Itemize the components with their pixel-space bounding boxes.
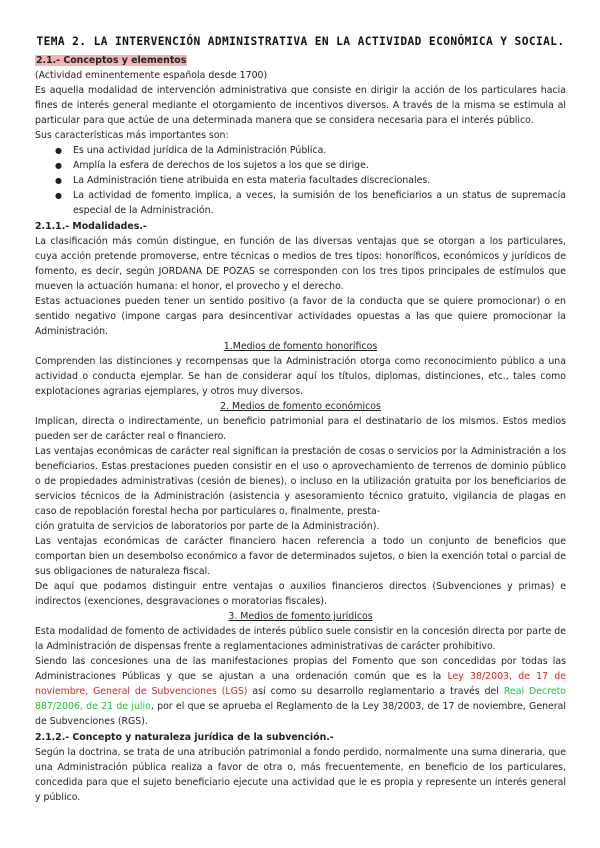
subvencion-paragraph: Según la doctrina, se trata de una atribución patrimonial a fondo perdido, normalmente una suma dineraria, que una Administración pública realiza a favor de otra o, más frecuentemente, en beneficio de los particulares, concedida para que el sujeto beneficiario ejecute una actividad que le es propia y represente un interés general y público. [35, 747, 566, 803]
juridicos-paragraph-2 [35, 654, 566, 729]
juridicos-text-a: Siendo las concesiones una de las manifestaciones propias del Fomento que son concedidas por todas las Administraciones Públicas y que se ajustan a una ordenación común que es la [35, 656, 566, 682]
modalidades-paragraph: La clasificación más común distingue, en función de las diversas ventajas que se otorgan a los particulares, cuya acción pretende promoverse, entre técnicas o medios de tres tipos: honoríficos, económicos y jurídicos de fomento, es decir, según JORDANA DE POZAS se corresponden con los tres tipos principales de estímulos que mueven la actuación humana: el honor, el provecho y el derecho. [35, 236, 566, 292]
juridicos-text-b: así como su desarrollo reglamentario a través del [247, 686, 504, 697]
economicos-paragraph-4: De aquí que podamos distinguir entre ventajas o auxilios financieros directos (Subvenciones y primas) e indirectos (exenciones, desgravaciones o moratorias fiscales). [35, 581, 566, 607]
characteristics-intro: Sus características más importantes son: [35, 130, 229, 141]
law-reference-lgs: Ley 38/2003, de 17 de noviembre, General de Subvenciones (LGS) [35, 671, 566, 697]
section-heading-2-1-2: 2.1.2.- Concepto y naturaleza jurídica de la subvención.- [35, 732, 334, 743]
characteristics-list [35, 143, 566, 218]
list-item: ● Amplía la esfera de derechos de los sujetos a los que se dirige. [73, 158, 566, 173]
economicos-paragraph-3: Las ventajas económicas de carácter financiero hacen referencia a todo un conjunto de beneficios que comportan bien un desembolso económico a favor de determinados sujetos, o bien la exención total o parcial de sus obligaciones de naturaleza fiscal. [35, 536, 566, 577]
list-item: ● La actividad de fomento implica, a veces, la sumisión de los beneficiarios a un status de supremacía especial de la Administración. [73, 188, 566, 218]
honorificos-paragraph: Comprenden las distinciones y recompensas que la Administración otorga como reconocimiento público a una actividad o conducta ejemplar. Se han de considerar aquí los títulos, diplomas, distinciones, etc., tales como explotaciones agrarias ejemplares, y otros muy diversos. [35, 356, 566, 397]
economicos-paragraph-2: Las ventajas económicas de carácter real significan la prestación de cosas o servicios por la Administración a los beneficiarios. Estas prestaciones pueden consistir en el uso o aprovechamiento de terrenos de dominio público o de propiedades administrativas (cesión de bienes), o incluso en la utilización gratuita por los beneficiarios de servicios técnicos de la Administración (asistencia y asesoramiento técnico gratuito, vigilancia de plagas en caso de repoblación forestal hecha por particulares o, finalmente, presta- [35, 446, 566, 517]
sentido-paragraph: Estas actuaciones pueden tener un sentido positivo (a favor de la conducta que se quiere promocionar) o en sentido negativo (impone cargas para desincentivar actividades opuestas a las que quiere promocionar la Administración. [35, 296, 566, 337]
decree-reference-rgs: Real Decreto 887/2006, de 21 de julio [35, 686, 566, 712]
subheading-juridicos: 3. Medios de fomento jurídicos [228, 611, 373, 622]
economicos-paragraph-2-continued: ción gratuita de servicios de laboratorios por parte de la Administración). [35, 521, 380, 532]
subheading-economicos: 2. Medios de fomento económicos [220, 401, 381, 412]
list-item: ● Es una actividad jurídica de la Administración Pública. [73, 143, 566, 158]
juridicos-text-c: , por el que se aprueba el Reglamento de la Ley 38/2003, de 17 de noviembre, General de Subvenciones (RGS). [35, 701, 566, 727]
subheading-honorificos: 1.Medios de fomento honoríficos [223, 341, 378, 352]
list-item: ● La Administración tiene atribuida en esta materia facultades discrecionales. [73, 173, 566, 188]
economicos-paragraph-1: Implican, directa o indirectamente, un beneficio patrimonial para el destinatario de los mismos. Estos medios pueden ser de carácter real o financiero. [35, 416, 566, 442]
juridicos-paragraph-1: Esta modalidad de fomento de actividades de interés público suele consistir en la concesión directa por parte de la Administración de dispensas frente a reglamentaciones administrativas de carácter prohibitivo. [35, 626, 566, 652]
section-note: (Actividad eminentemente española desde 1700) [35, 70, 268, 81]
definition-paragraph: Es aquella modalidad de intervención administrativa que consiste en dirigir la acción de los particulares hacia fines de interés general mediante el otorgamiento de incentivos diversos. A través de la misma se estimula al particular para que actúe de una determinada manera que se considera necesaria para el interés público. [35, 85, 566, 126]
section-heading-2-1-1: 2.1.1.- Modalidades.- [35, 221, 147, 232]
section-heading-2-1 [35, 53, 566, 68]
section-heading-2-1-text: 2.1.- Conceptos y elementos [36, 55, 187, 66]
page-title: TEMA 2. LA INTERVENCIÓN ADMINISTRATIVA EN LA ACTIVIDAD ECONÓMICA Y SOCIAL. [36, 35, 565, 48]
